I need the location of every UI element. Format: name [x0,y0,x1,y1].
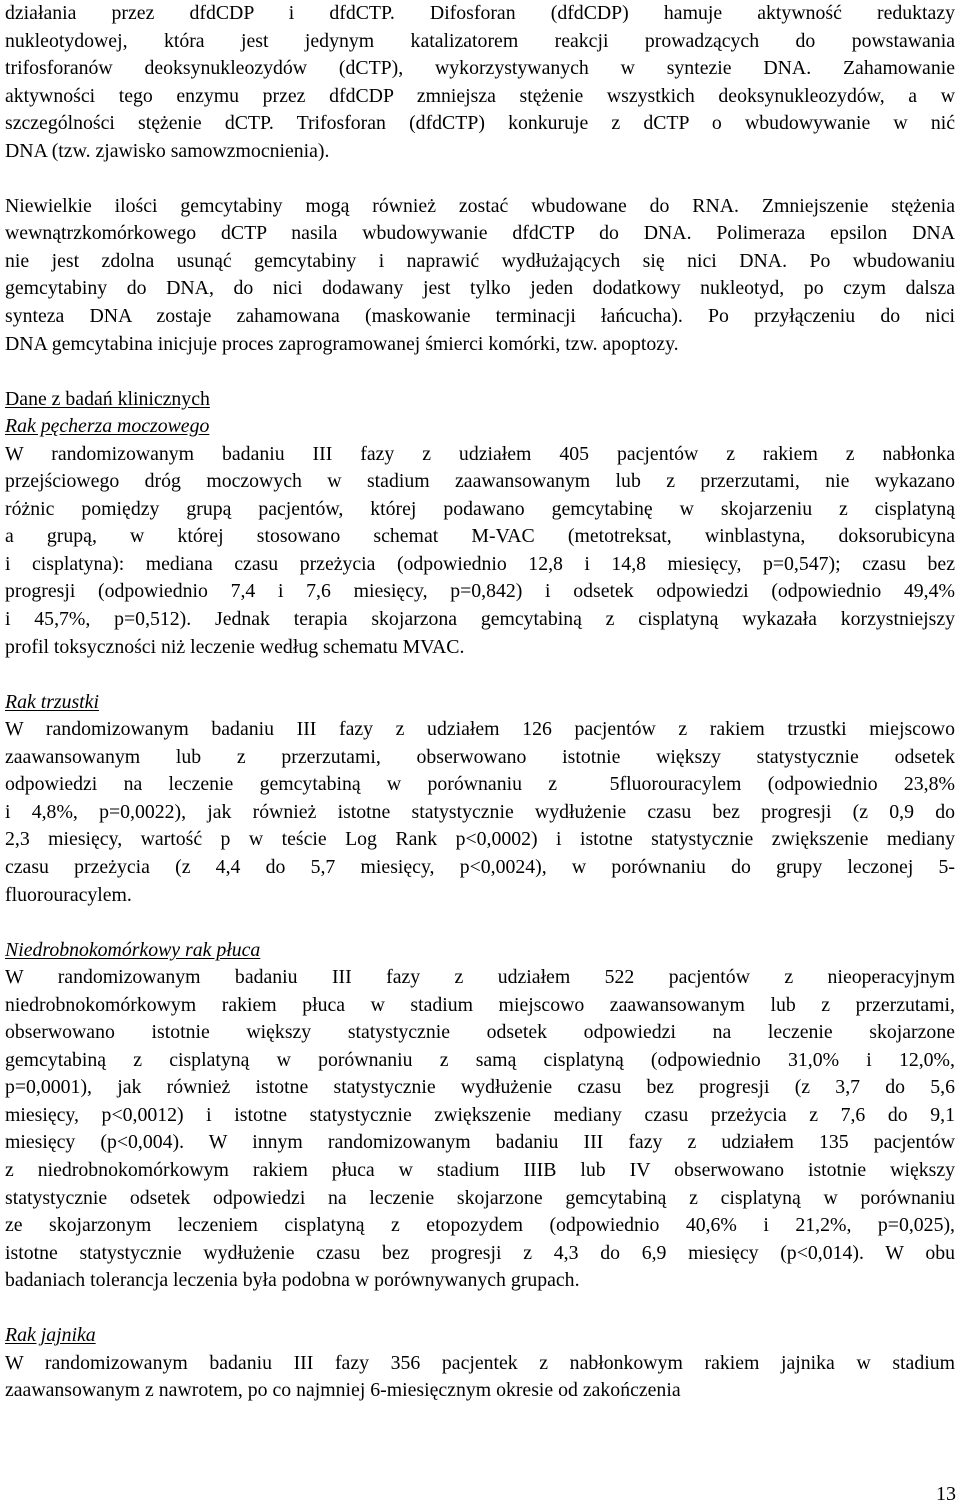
text-line: profil toksyczności niż leczenie według schematu MVAC. [5,635,465,658]
subsection-title-text: Niedrobnokomórkowy rak płuca [5,938,261,961]
text-line: W randomizowanym badaniu III fazy z udziałem 126 pacjentów z rakiem trzustki miejscowo [5,718,955,741]
text-line: Niewielkie ilości gemcytabiny mogą również zostać wbudowane do RNA. Zmniejszenie stężenia [5,194,955,217]
text-line: ze skojarzonym leczeniem cisplatyną z etopozydem (odpowiednio 40,6% i 21,2%, p=0,025), [5,1214,955,1237]
text-line: fluorouracylem. [5,883,132,906]
subsection-nsclc [5,937,955,1295]
text-line: i cisplatyna): mediana czasu przeżycia (odpowiednio 12,8 i 14,8 miesięcy, p=0,547); czasu bez [5,552,955,575]
subsection-title [5,413,955,441]
text-line: gemcytabiną z cisplatyną w porównaniu z samą cisplatyną (odpowiednio 31,0% i 12,0%, [5,1048,955,1071]
text-line: wewnątrzkomórkowego dCTP nasila wbudowywanie dfdCTP do DNA. Polimeraza epsilon DNA [5,222,955,245]
text-line: W randomizowanym badaniu III fazy 356 pacjentek z nabłonkowym rakiem jajnika w stadium [5,1351,955,1374]
text-line: odpowiedzi na leczenie gemcytabiną w porównaniu z 5fluorouracylem (odpowiednio 23,8% [5,773,955,796]
text-line: nie jest zdolna usunąć gemcytabiny i naprawić wydłużających się nici DNA. Po wbudowaniu [5,249,955,272]
paragraph-gap [5,661,955,689]
text-line: nukleotydowej, która jest jedynym katalizatorem reakcji prowadzących do powstawania [5,29,955,52]
page-number: 13 [936,1483,956,1505]
text-line: gemcytabiny do DNA, do nici dodawany jest tylko jeden dodatkowy nukleotyd, po czym dalsza [5,277,955,300]
subsection-pancreatic-cancer [5,689,955,909]
subsection-title [5,937,955,965]
text-line: a grupą, w której stosowano schemat M-VAC (metotreksat, winblastyna, doksorubicyna [5,525,955,548]
text-line: przejściowego dróg moczowych w stadium zaawansowanym lub z przerzutami, nie wykazano [5,470,955,493]
subsection-ovarian-cancer [5,1322,955,1405]
text-line: szczególności stężenie dCTP. Trifosforan (dfdCTP) konkuruje z dCTP o wbudowywanie w nić [5,112,955,135]
section-heading-text: Dane z badań klinicznych [5,387,210,410]
subsection-title-text: Rak jajnika [5,1324,96,1347]
text-line: miesięcy (p<0,004). W innym randomizowanym badaniu III fazy z udziałem 135 pacjentów [5,1131,955,1154]
section-heading [5,386,955,414]
text-line: trifosforanów deoksynukleozydów (dCTP), wykorzystywanych w syntezie DNA. Zahamowanie [5,57,955,80]
text-line: W randomizowanym badaniu III fazy z udziałem 405 pacjentów z rakiem z nabłonka [5,442,955,465]
subsection-title [5,689,955,717]
text-line: statystycznie odsetek odpowiedzi na leczenie skojarzone gemcytabiną z cisplatyną w porównaniu [5,1186,955,1209]
paragraph-gap [5,358,955,386]
text-line: istotne statystycznie wydłużenie czasu bez progresji z 4,3 do 6,9 miesięcy (p<0,014). W obu [5,1241,955,1264]
text-line: miesięcy, p<0,0012) i istotne statystycznie zwiększenie mediany czasu przeżycia z 7,6 do 9,1 [5,1103,955,1126]
text-line: synteza DNA zostaje zahamowana (maskowanie terminacji łańcucha). Po przyłączeniu do nici [5,305,955,328]
text-line: p=0,0001), jak również istotne statystycznie wydłużenie czasu bez progresji (z 3,7 do 5,6 [5,1076,955,1099]
text-line: badaniach tolerancja leczenia była podobna w porównywanych grupach. [5,1269,580,1292]
text-line: DNA gemcytabina inicjuje proces zaprogramowanej śmierci komórki, tzw. apoptozy. [5,332,679,355]
text-line: zaawansowanym z nawrotem, po co najmniej 6-miesięcznym okresie od zakończenia [5,1379,681,1402]
text-line: DNA (tzw. zjawisko samowzmocnienia). [5,139,330,162]
paragraph-mechanism [5,0,955,165]
text-line: działania przez dfdCDP i dfdCTP. Difosforan (dfdCDP) hamuje aktywność reduktazy [5,2,955,24]
text-line: czasu przeżycia (z 4,4 do 5,7 miesięcy, p<0,0024), w porównaniu do grupy leczonej 5- [5,855,955,878]
text-line: niedrobnokomórkowym rakiem płuca w stadium miejscowo zaawansowanym lub z przerzutami, [5,993,955,1016]
paragraph-gap [5,1295,955,1323]
text-line: i 4,8%, p=0,0022), jak również istotne statystycznie wydłużenie czasu bez progresji (z 0,9 do [5,800,955,823]
text-line: 2,3 miesięcy, wartość p w teście Log Rank p<0,0002) i istotne statystycznie zwiększenie mediany [5,828,955,851]
clinical-data-section [5,386,955,1405]
text-line: z niedrobnokomórkowym rakiem płuca w stadium IIIB lub IV obserwowano istotnie większy [5,1158,955,1181]
text-line: różnic pomiędzy grupą pacjentów, której podawano gemcytabinę w skojarzeniu z cisplatyną [5,497,955,520]
text-line: obserwowano istotnie większy statystycznie odsetek odpowiedzi na leczenie skojarzone [5,1021,955,1044]
subsection-bladder-cancer [5,413,955,661]
text-line: i 45,7%, p=0,512). Jednak terapia skojarzona gemcytabiną z cisplatyną wykazała korzystniejszy [5,608,955,631]
text-line: progresji (odpowiednio 7,4 i 7,6 miesięcy, p=0,842) i odsetek odpowiedzi (odpowiednio 49,4% [5,580,955,603]
document-page [5,0,955,1405]
text-line: W randomizowanym badaniu III fazy z udziałem 522 pacjentów z nieoperacyjnym [5,966,955,989]
paragraph-rna-incorporation [5,193,955,358]
subsection-title-text: Rak trzustki [5,690,99,713]
subsection-title [5,1322,955,1350]
text-line: zaawansowanym lub z przerzutami, obserwowano istotnie większy statystycznie odsetek [5,745,955,768]
subsection-title-text: Rak pęcherza moczowego [5,415,210,438]
paragraph-gap [5,165,955,193]
text-line: aktywności tego enzymu przez dfdCDP zmniejsza stężenie wszystkich deoksynukleozydów, a w [5,84,955,107]
paragraph-gap [5,909,955,937]
